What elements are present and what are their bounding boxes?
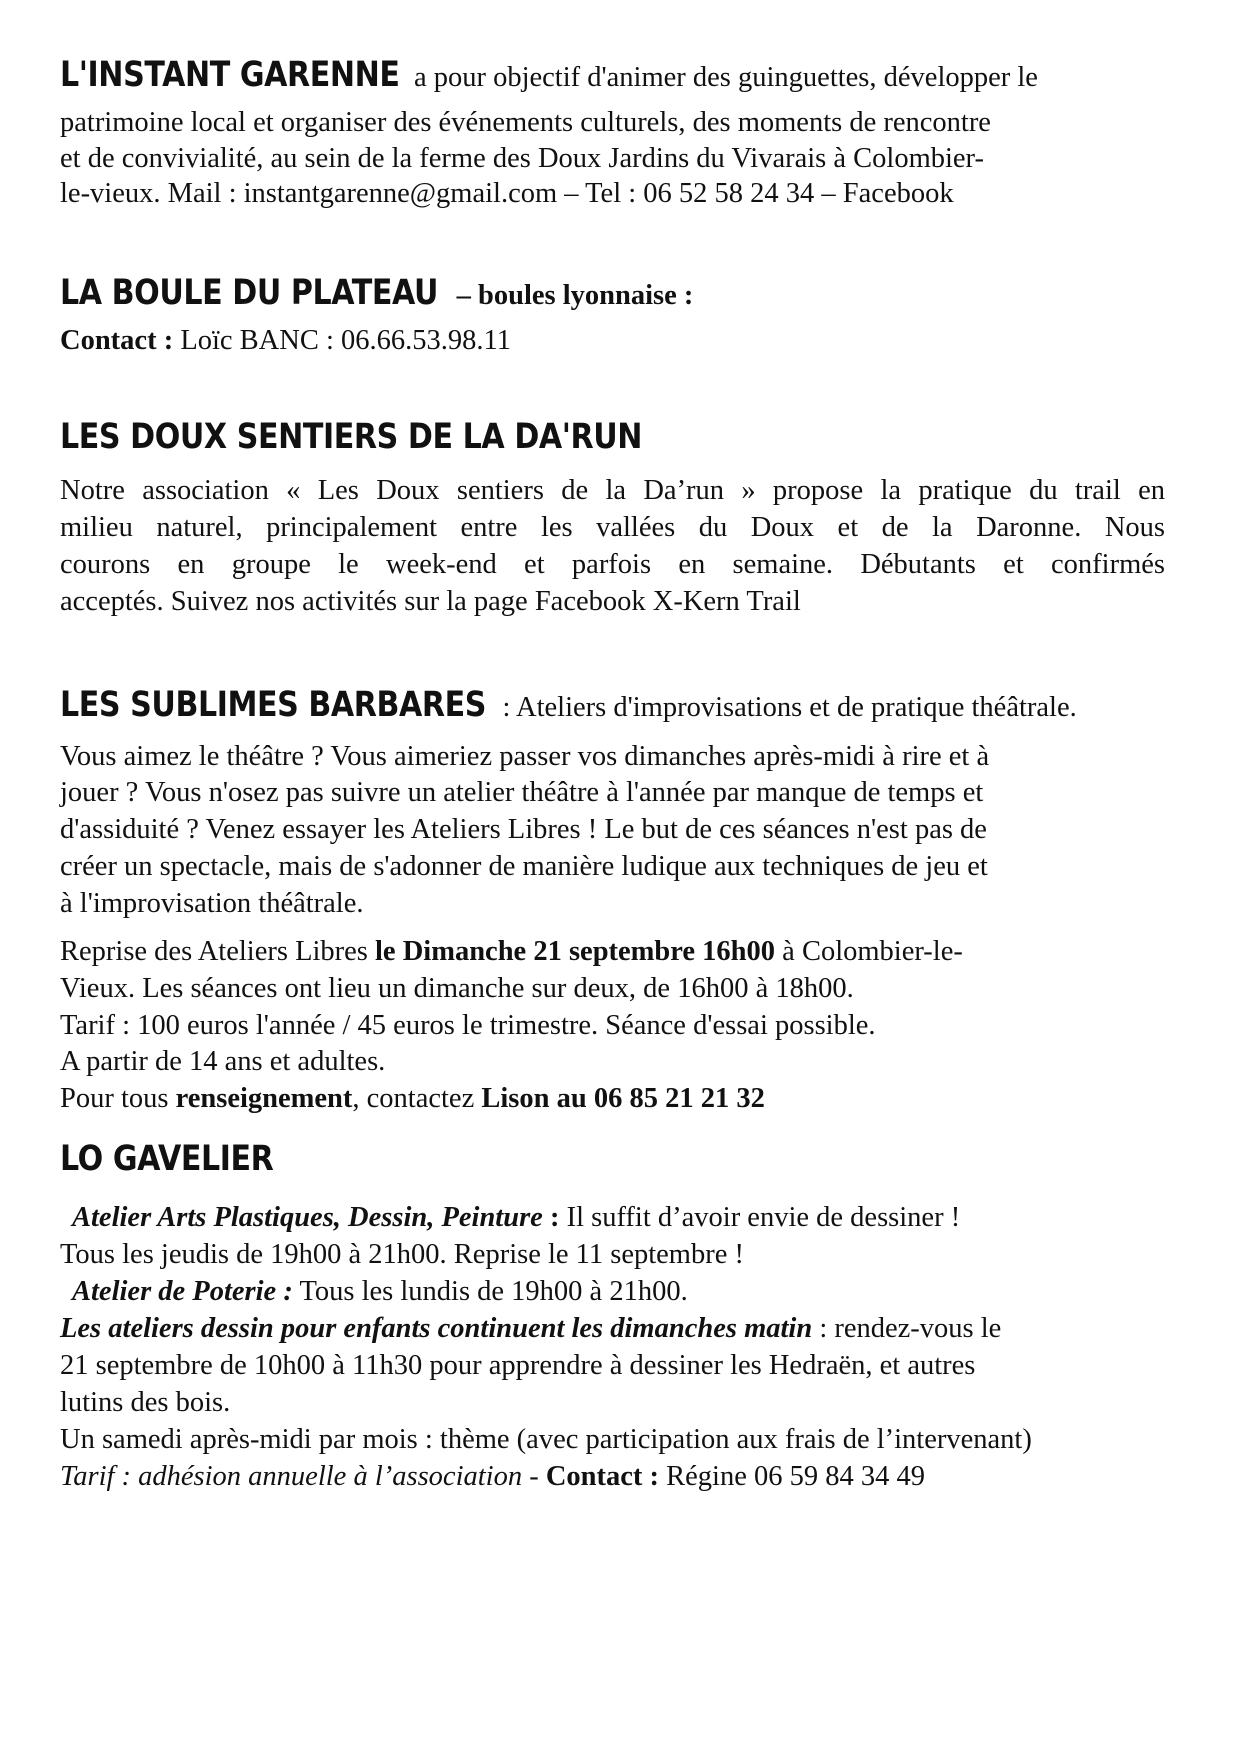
atelier-arts-label: Atelier Arts Plastiques, Dessin, Peinture: [72, 1202, 543, 1233]
section-doux-sentiers-heading-line: [60, 418, 737, 459]
reprise-place: à Colombier-le-: [782, 936, 963, 967]
sublimes-barbares-seances: Vieux. Les séances ont lieu un dimanche sur deux, de 16h00 à 18h00.: [60, 973, 854, 1004]
sublimes-barbares-para-line: d'assiduité ? Venez essayer les Ateliers Libres ! Le but de ces séances n'est pas de: [60, 814, 987, 845]
lo-gavelier-atelier-arts-schedule: Tous les jeudis de 19h00 à 21h00. Reprise le 11 septembre !: [60, 1239, 744, 1270]
atelier-arts-colon: :: [542, 1202, 560, 1233]
doux-sentiers-text-1: Notre association « Les Doux sentiers de la Da’run » propose la pratique du trail en: [60, 475, 1165, 506]
section-instant-garenne-heading-line: [60, 56, 1038, 97]
section-lo-gavelier-heading-line: [60, 1140, 308, 1181]
section-title-lo-gavelier: LO GAVELIER: [60, 1139, 274, 1179]
lo-gavelier-ateliers-enfants: [60, 1310, 1001, 1348]
boule-plateau-contact-label: Contact :: [60, 325, 174, 356]
sublimes-barbares-subtitle: : Ateliers d'improvisations et de pratique théâtrale.: [502, 692, 1077, 723]
doux-sentiers-text-2: milieu naturel, principalement entre les vallées du Doux et de la Daronne. Nous: [60, 512, 1165, 543]
sublimes-barbares-para-line: jouer ? Vous n'osez pas suivre un atelier théâtre à l'année par manque de temps et: [60, 777, 984, 808]
instant-garenne-text-4: le-vieux. Mail : instantgarenne@gmail.com – Tel : 06 52 58 24 34 – Facebook: [60, 178, 954, 209]
lo-gavelier-tarif: Tarif : adhésion annuelle à l’association: [60, 1461, 523, 1492]
reprise-text: Reprise des Ateliers Libres: [60, 936, 368, 967]
sublimes-barbares-reprise: [60, 933, 963, 971]
instant-garenne-text-3: et de convivialité, au sein de la ferme des Doux Jardins du Vivarais à Colombier-: [60, 143, 984, 174]
ateliers-enfants-text: : rendez-vous le: [819, 1313, 1002, 1344]
rens-text-b: renseignement: [175, 1083, 353, 1114]
lo-gavelier-atelier-poterie: [60, 1273, 688, 1311]
boule-plateau-contact-value: Loïc BANC : 06.66.53.98.11: [180, 325, 511, 356]
lo-gavelier-tarif-contact: [60, 1458, 925, 1496]
sublimes-barbares-age: A partir de 14 ans et adultes.: [60, 1046, 386, 1077]
atelier-poterie-label: Atelier de Poterie :: [72, 1276, 293, 1307]
sublimes-barbares-contact: [60, 1080, 765, 1118]
lo-gavelier-enfants-line-3: lutins des bois.: [60, 1387, 231, 1418]
reprise-date: le Dimanche 21 septembre 16h00: [375, 936, 776, 967]
boule-plateau-contact: [60, 322, 511, 360]
atelier-poterie-text: Tous les lundis de 19h00 à 21h00.: [299, 1276, 688, 1307]
lo-gavelier-contact-label: Contact :: [545, 1461, 660, 1492]
atelier-arts-text: Il suffit d’avoir envie de dessiner !: [566, 1202, 961, 1233]
section-boule-plateau-heading-line: [60, 274, 693, 315]
section-title-instant-garenne: L'INSTANT GARENNE: [60, 55, 400, 95]
instant-garenne-text-1: a pour objectif d'animer des guinguettes, développer le: [413, 62, 1038, 93]
sublimes-barbares-tarif: Tarif : 100 euros l'année / 45 euros le trimestre. Séance d'essai possible.: [60, 1010, 876, 1041]
rens-text-c: , contactez: [352, 1083, 475, 1114]
lo-gavelier-samedi: Un samedi après-midi par mois : thème (avec participation aux frais de l’intervenant): [60, 1424, 1032, 1455]
rens-contact: Lison au 06 85 21 21 32: [481, 1083, 765, 1114]
sublimes-barbares-para-line: Vous aimez le théâtre ? Vous aimeriez passer vos dimanches après-midi à rire et à: [60, 741, 990, 772]
section-title-boule-plateau: LA BOULE DU PLATEAU: [60, 273, 438, 313]
section-sublimes-barbares-heading-line: [60, 686, 1077, 727]
lo-gavelier-dash: -: [522, 1461, 546, 1492]
doux-sentiers-text-4: acceptés. Suivez nos activités sur la page Facebook X-Kern Trail: [60, 586, 801, 617]
lo-gavelier-atelier-arts: [60, 1199, 960, 1237]
section-title-doux-sentiers: LES DOUX SENTIERS DE LA DA'RUN: [60, 417, 643, 457]
ateliers-enfants-label: Les ateliers dessin pour enfants continuent les dimanches matin: [60, 1313, 813, 1344]
boule-plateau-subtitle: – boules lyonnaise :: [456, 280, 694, 311]
instant-garenne-text-2: patrimoine local et organiser des événements culturels, des moments de rencontre: [60, 107, 991, 138]
lo-gavelier-contact-value: Régine 06 59 84 34 49: [666, 1461, 925, 1492]
doux-sentiers-text-3: courons en groupe le week-end et parfois en semaine. Débutants et confirmés: [60, 549, 1165, 580]
rens-text-a: Pour tous: [60, 1083, 169, 1114]
section-title-sublimes-barbares: LES SUBLIMES BARBARES: [60, 685, 487, 725]
sublimes-barbares-para-line: créer un spectacle, mais de s'adonner de manière ludique aux techniques de jeu et: [60, 851, 988, 882]
sublimes-barbares-para-line: à l'improvisation théâtrale.: [60, 888, 364, 919]
lo-gavelier-enfants-line-2: 21 septembre de 10h00 à 11h30 pour apprendre à dessiner les Hedraën, et autres: [60, 1350, 976, 1381]
